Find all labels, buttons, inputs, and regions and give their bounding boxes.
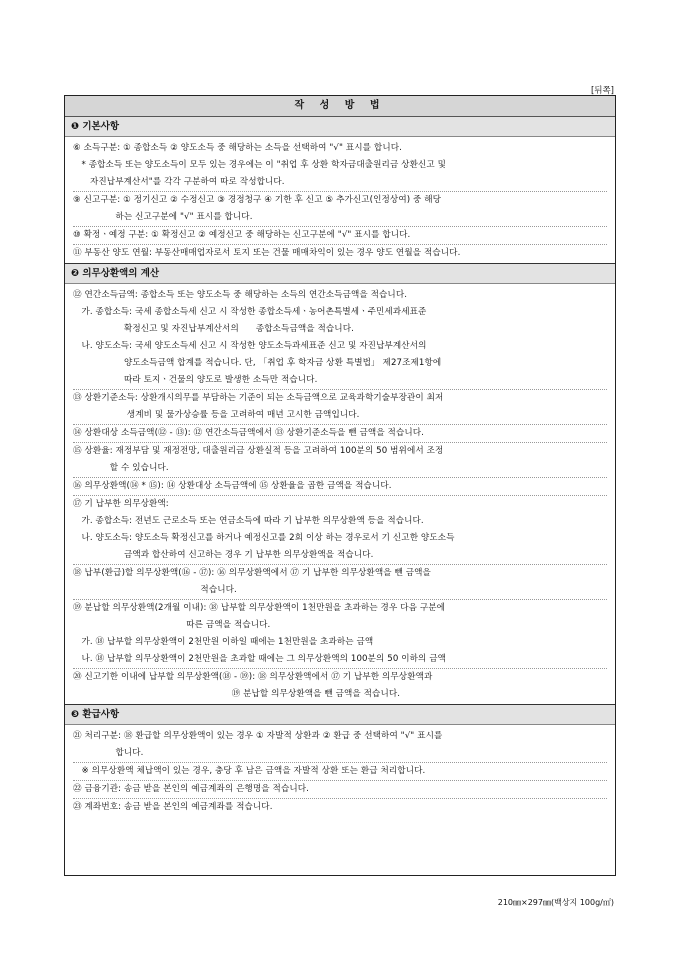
- instruction-item: [73, 781, 607, 799]
- instruction-line: * 종합소득 또는 양도소득이 모두 있는 경우에는 이 "취업 후 상환 학자금대출원리금 상환신고 및: [73, 160, 447, 170]
- instruction-line: 나. 양도소득: 국세 양도소득세 신고 시 작성한 양도소득과세표준 신고 및 자진납부계산서의: [73, 341, 427, 351]
- instruction-item: [73, 390, 607, 425]
- section-heading: ❸ 환급사항: [65, 704, 615, 725]
- instruction-line: 확정신고 및 자진납부계산서의 종합소득금액을 적습니다.: [73, 324, 354, 334]
- instruction-line: ⑰ 기 납부한 의무상환액:: [73, 499, 169, 509]
- instruction-item: [73, 496, 607, 565]
- instruction-line: 따른 금액을 적습니다.: [73, 620, 271, 630]
- instruction-line: ※ 의무상환액 체납액이 있는 경우, 충당 후 남은 금액을 자발적 상환 또는 환급 처리합니다.: [73, 766, 426, 776]
- instruction-line: ⑲ 분납할 의무상환액을 뺀 금액을 적습니다.: [73, 689, 401, 699]
- instruction-line: 금액과 합산하여 신고하는 경우 기 납부한 의무상환액을 적습니다.: [73, 550, 374, 560]
- instruction-line: 나. ⑱ 납부할 의무상환액이 2천만원을 초과할 때에는 그 의무상환액의 100분의 50 이하의 금액: [73, 654, 447, 664]
- instruction-item: [73, 140, 607, 192]
- instruction-item: [73, 565, 607, 600]
- instruction-item: [73, 799, 607, 816]
- instruction-line: ⑭ 상환대상 소득금액(⑫ - ⑬): ⑫ 연간소득금액에서 ⑬ 상환기준소득을 뺀 금액을 적습니다.: [73, 428, 425, 438]
- instruction-item: [73, 600, 607, 669]
- section-heading: ❷ 의무상환액의 계산: [65, 263, 615, 284]
- instruction-item: [73, 245, 607, 262]
- instruction-line: 가. 종합소득: 국세 종합소득세 신고 시 작성한 종합소득세ㆍ농어촌특별세ㆍ주민세과세표준: [73, 307, 427, 317]
- instruction-line: ⑩ 확정ㆍ예정 구분: ① 확정신고 ② 예정신고 중 해당하는 신고구분에 "√" 표시를 합니다.: [73, 230, 411, 240]
- section-body: [65, 725, 615, 817]
- instruction-item: [73, 425, 607, 443]
- instructions-sections: [65, 117, 615, 817]
- instruction-line: 합니다.: [73, 748, 144, 758]
- instruction-line: 적습니다.: [73, 585, 237, 595]
- instruction-line: ㉓ 계좌번호: 송금 받을 본인의 예금계좌를 적습니다.: [73, 802, 273, 812]
- instruction-line: 자진납부계산서"를 각각 구분하여 따로 작성합니다.: [73, 177, 285, 187]
- instruction-item: [73, 192, 607, 227]
- instruction-item: [73, 669, 607, 703]
- instruction-line: ⑲ 분납할 의무상환액(2개월 이내): ⑱ 납부할 의무상환액이 1천만원을 초과하는 경우 다음 구분에: [73, 603, 446, 613]
- back-page-label: [뒤쪽]: [590, 86, 614, 96]
- instruction-line: ⑨ 신고구분: ① 정기신고 ② 수정신고 ③ 경정청구 ④ 기한 후 신고 ⑤ 추가신고(인정상여) 중 해당: [73, 195, 442, 205]
- instruction-line: ⑳ 신고기한 이내에 납부할 의무상환액(⑱ - ⑲): ⑱ 의무상환액에서 ⑰ 기 납부한 의무상환액과: [73, 672, 433, 682]
- instruction-line: 할 수 있습니다.: [73, 463, 169, 473]
- instruction-item: [73, 227, 607, 245]
- instruction-item: [73, 728, 607, 763]
- instruction-line: 가. 종합소득: 전년도 근로소득 또는 연금소득에 따라 기 납부한 의무상환액 등을 적습니다.: [73, 516, 424, 526]
- instruction-line: 양도소득금액 합계를 적습니다. 단, 「취업 후 학자금 상환 특별법」 제27조제1항에: [73, 358, 442, 368]
- instruction-line: ⑯ 의무상환액(⑭ * ⑮): ⑭ 상환대상 소득금액에 ⑮ 상환율을 곱한 금액을 적습니다.: [73, 481, 392, 491]
- section-heading: ❶ 기본사항: [65, 117, 615, 137]
- instructions-title: 작 성 방 법: [65, 96, 615, 117]
- instruction-item: [73, 287, 607, 390]
- instruction-line: ⑬ 상환기준소득: 상환개시의무를 부담하는 기준이 되는 소득금액으로 교육과학기술부장관이 최저: [73, 393, 444, 403]
- instruction-line: ⑥ 소득구분: ① 종합소득 ② 양도소득 중 해당하는 소득을 선택하여 "√" 표시를 합니다.: [73, 143, 402, 153]
- instruction-line: 따라 토지ㆍ건물의 양도로 발생한 소득만 적습니다.: [73, 375, 318, 385]
- instruction-line: 가. ⑱ 납부할 의무상환액이 2천만원 이하일 때에는 1천만원을 초과하는 금액: [73, 637, 374, 647]
- section-body: [65, 137, 615, 263]
- instruction-item: [73, 763, 607, 781]
- instruction-line: 생계비 및 물가상승률 등을 고려하여 매년 고시한 금액입니다.: [73, 410, 360, 420]
- instruction-line: ㉑ 처리구분: ⑱ 환급할 의무상환액이 있는 경우 ① 자발적 상환과 ② 환급 중 선택하여 "√" 표시를: [73, 731, 443, 741]
- paper-spec: 210㎜×297㎜(백상지 100g/㎡): [497, 898, 614, 907]
- instruction-line: 하는 신고구분에 "√" 표시를 합니다.: [73, 212, 253, 222]
- section-body: [65, 284, 615, 704]
- instruction-item: [73, 443, 607, 478]
- instruction-line: ⑱ 납부(환급)할 의무상환액(⑯ - ⑰): ⑯ 의무상환액에서 ⑰ 기 납부한 의무상환액을 뺀 금액을: [73, 568, 431, 578]
- instruction-line: ㉒ 금융기관: 송금 받을 본인의 예금계좌의 은행명을 적습니다.: [73, 784, 309, 794]
- instruction-line: ⑫ 연간소득금액: 종합소득 또는 양도소득 중 해당하는 소득의 연간소득금액을 적습니다.: [73, 290, 408, 300]
- instructions-box: [64, 95, 616, 876]
- instruction-line: ⑮ 상환율: 재정부담 및 재정전망, 대출원리금 상환실적 등을 고려하여 100분의 50 범위에서 조정: [73, 446, 444, 456]
- instruction-line: 나. 양도소득: 양도소득 확정신고를 하거나 예정신고를 2회 이상 하는 경우로서 기 신고한 양도소득: [73, 533, 455, 543]
- instruction-line: ⑪ 부동산 양도 연월: 부동산매매업자로서 토지 또는 건물 매매차익이 있는 경우 양도 연월을 적습니다.: [73, 248, 461, 258]
- instruction-item: [73, 478, 607, 496]
